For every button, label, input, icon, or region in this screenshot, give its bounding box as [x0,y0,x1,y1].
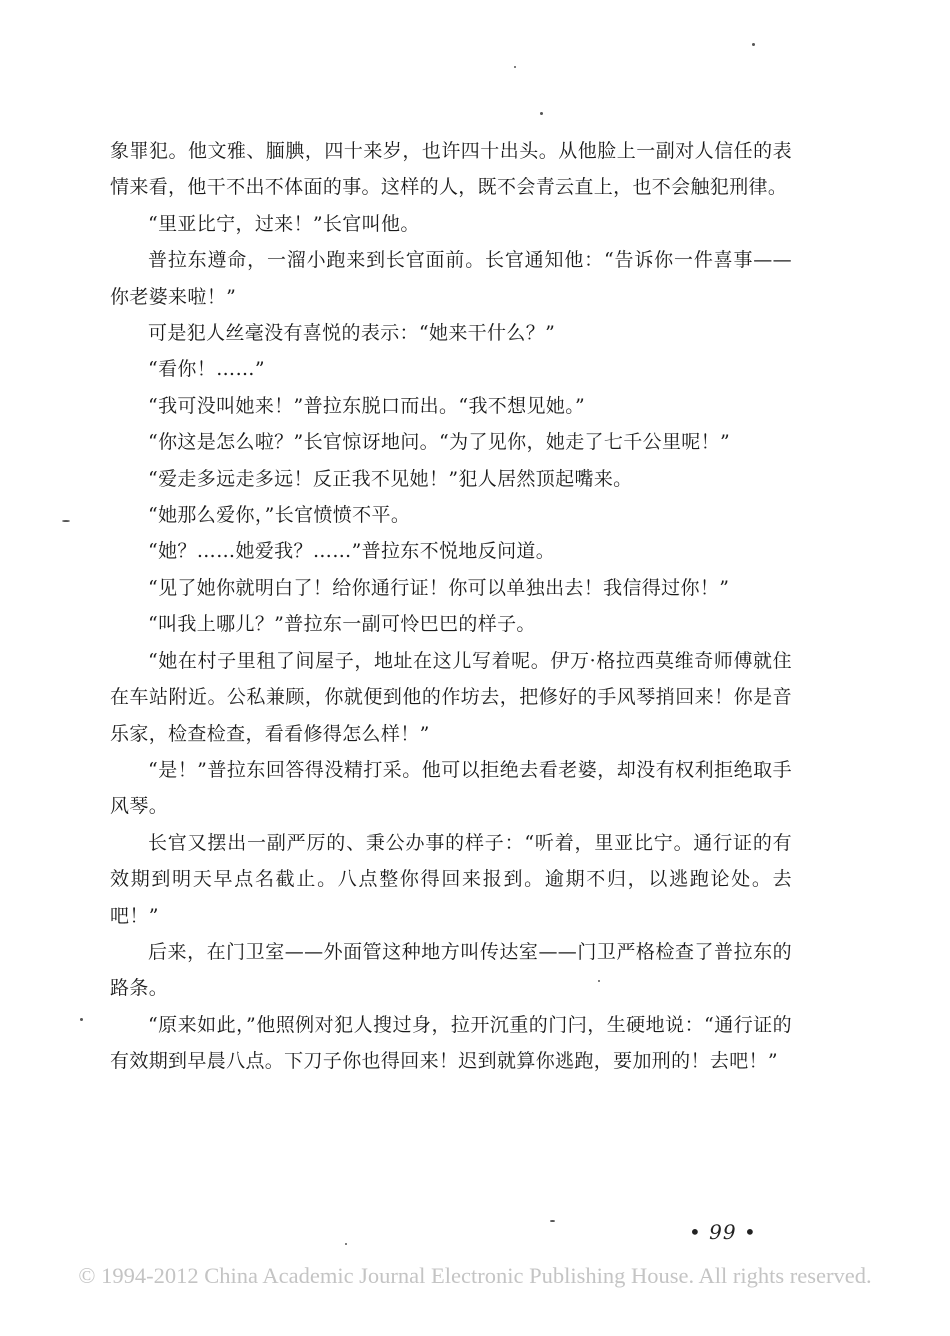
paragraph-9: “她那么爱你，”长官愤愤不平。 [148,504,411,527]
paragraph-2: “里亚比宁，过来！”长官叫他。 [148,212,420,235]
paragraph-17: “原来如此，”他照例对犯人搜过身，拉开沉重的门闩，生硬地说：“通行证的有效期到早晨八点。下刀子你也得回来！迟到就算你逃跑，要加刑的！去吧！” [110,1013,792,1073]
paragraph-4: 可是犯人丝毫没有喜悦的表示：“她来干什么？” [148,322,556,345]
paragraph-10: “她？……她爱我？……”普拉东不悦地反问道。 [148,540,556,563]
paragraph-16: 后来，在门卫室——外面管这种地方叫传达室——门卫严格检查了普拉东的路条。 [110,940,792,1000]
paragraph-1: 象罪犯。他文雅、腼腆，四十来岁，也许四十出头。从他脸上一副对人信任的表情来看，他干不出不体面的事。这样的人，既不会青云直上，也不会触犯刑律。 [110,140,792,199]
scan-speck [752,43,755,46]
copyright-footer: © 1994-2012 China Academic Journal Electronic Publishing House. All rights reserved. [78,1263,872,1288]
scan-speck [550,1220,555,1222]
paragraph-5: “看你！……” [148,358,265,381]
scan-speck [598,980,600,982]
scan-speck [540,112,543,115]
scan-speck [80,1018,83,1021]
paragraph-15: 长官又摆出一副严厉的、秉公办事的样子：“听着，里亚比宁。通行证的有效期到明天早点名截止。八点整你得回来报到。逾期不归，以逃跑论处。去吧！” [110,831,792,927]
scan-speck [345,1243,347,1245]
scan-speck [62,520,70,522]
scan-speck [514,66,516,68]
paragraph-11: “见了她你就明白了！给你通行证！你可以单独出去！我信得过你！” [148,576,730,599]
paragraph-7: “你这是怎么啦？”长官惊讶地问。“为了见你，她走了七千公里呢！” [148,431,731,454]
paragraph-8: “爱走多远走多远！反正我不见她！”犯人居然顶起嘴来。 [148,467,633,490]
paragraph-13: “她在村子里租了间屋子，地址在这儿写着呢。伊万·格拉西莫维奇师傅就住在车站附近。公私兼顾，你就便到他的作坊去，把修好的手风琴捎回来！你是音乐家，检查检查，看看修得怎么样！” [110,649,792,745]
page-number: • 99 • [689,1220,757,1244]
paragraph-3: 普拉东遵命，一溜小跑来到长官面前。长官通知他：“告诉你一件喜事——你老婆来啦！” [110,249,792,308]
paragraph-6: “我可没叫她来！”普拉东脱口而出。“我不想见她。” [148,394,586,417]
body-text [110,133,792,1080]
paragraph-12: “叫我上哪儿？”普拉东一副可怜巴巴的样子。 [148,613,536,636]
paragraph-14: “是！”普拉东回答得没精打采。他可以拒绝去看老婆，却没有权利拒绝取手风琴。 [110,758,792,818]
